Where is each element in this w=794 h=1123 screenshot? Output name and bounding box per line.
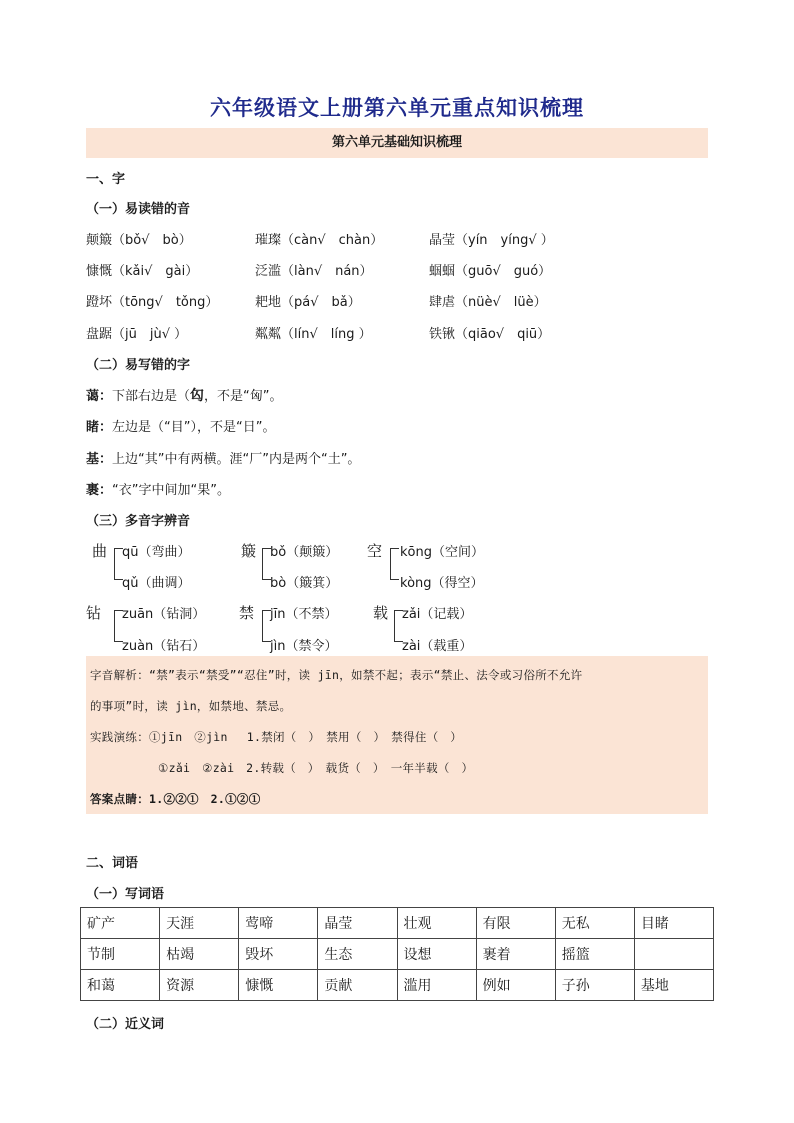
poly-char: 簸: [241, 542, 257, 560]
poly-reading: qǔ（曲调）: [122, 576, 191, 591]
writing-item: [86, 385, 283, 405]
writing-item: [86, 448, 360, 467]
writing-item: [86, 416, 275, 435]
explanation-text: 的事项”时，读 jìn，如禁地、禁忌。: [90, 699, 292, 713]
heading-words: 二、词语: [86, 856, 139, 871]
poly-reading: kòng（得空）: [400, 576, 484, 591]
writing-key: 蔼：: [86, 389, 113, 404]
poly-reading: zuàn（钻石）: [122, 639, 206, 654]
subheading-write-words: （一）写词语: [86, 887, 165, 902]
table-cell: 摇篮: [555, 939, 634, 970]
writing-key: 基：: [86, 452, 113, 467]
poly-reading: zǎi（记载）: [402, 607, 473, 622]
pron-item: 盘踞（jū jù√ ）: [86, 327, 188, 342]
poly-char: 曲: [92, 542, 108, 560]
table-cell: 子孙: [555, 970, 634, 1001]
table-row: [81, 908, 714, 939]
table-cell: 和蔼: [81, 970, 160, 1001]
table-cell: 壮观: [397, 908, 476, 939]
poly-reading: bǒ（颠簸）: [270, 545, 339, 560]
table-cell: 基地: [634, 970, 713, 1001]
practice-line: 实践演练：①jīn ②jìn 1.禁闭（ ） 禁用（ ） 禁得住（ ）: [90, 730, 463, 744]
poly-char: 载: [373, 604, 389, 622]
pron-item: 慷慨（kǎi√ gài）: [86, 264, 199, 279]
poly-reading: kōng（空间）: [400, 545, 484, 560]
poly-char: 空: [367, 542, 383, 560]
poly-reading: zài（载重）: [402, 639, 473, 654]
glyph-image: 匃: [190, 388, 205, 404]
table-cell: 矿产: [81, 908, 160, 939]
section-banner: 第六单元基础知识梳理: [86, 128, 708, 158]
writing-text: ，不是“匈”。: [204, 389, 283, 404]
pron-item: 蹬坏（tōng√ tǒng）: [86, 295, 219, 310]
writing-item: [86, 479, 230, 498]
writing-key: 裹：: [86, 483, 113, 498]
writing-text: 左边是（“目”），不是“日”。: [112, 420, 276, 435]
writing-text: 上边“其”中有两横。涯“厂”内是两个“土”。: [112, 452, 361, 467]
writing-key: 睹：: [86, 420, 113, 435]
table-cell: 枯竭: [160, 939, 239, 970]
pron-item: 蝈蝈（guō√ guó）: [429, 264, 552, 279]
table-cell: 贡献: [318, 970, 397, 1001]
writing-text: 下部右边是（: [112, 389, 191, 404]
table-cell: 生态: [318, 939, 397, 970]
page-title: 六年级语文上册第六单元重点知识梳理: [210, 95, 584, 120]
poly-reading: zuān（钻洞）: [122, 607, 206, 622]
table-row: [81, 970, 714, 1001]
heading-characters: 一、字: [86, 172, 126, 187]
practice-line: ①zǎi ②zài 2.转载（ ） 载货（ ） 一年半载（ ）: [158, 761, 474, 775]
subheading-pronunciation: （一）易读错的音: [86, 202, 191, 217]
pron-item: 颠簸（bǒ√ bò）: [86, 233, 192, 248]
poly-reading: qū（弯曲）: [122, 545, 191, 560]
poly-reading: jīn（不禁）: [270, 607, 338, 622]
pron-item: 泛滥（làn√ nán）: [255, 264, 373, 279]
subheading-writing: （二）易写错的字: [86, 358, 191, 373]
pron-item: 耙地（pá√ bǎ）: [255, 295, 361, 310]
poly-reading: bò（簸箕）: [270, 576, 339, 591]
pron-item: 璀璨（càn√ chàn）: [255, 233, 384, 248]
pron-item: 铁锹（qiāo√ qiū）: [429, 327, 551, 342]
table-cell: 设想: [397, 939, 476, 970]
pron-item: 晶莹（yín yíng√ ）: [429, 233, 554, 248]
table-cell: 裹着: [476, 939, 555, 970]
table-cell: 资源: [160, 970, 239, 1001]
table-cell: 毁坏: [239, 939, 318, 970]
table-cell: 莺啼: [239, 908, 318, 939]
word-table: [80, 907, 714, 1001]
explanation-text: 字音解析：“禁”表示“禁受”“忍住”时，读 jīn，如禁不起；表示“禁止、法令或习俗所不允许: [90, 668, 583, 682]
subheading-synonyms: （二）近义词: [86, 1017, 165, 1032]
table-cell: [634, 939, 713, 970]
table-cell: 天涯: [160, 908, 239, 939]
table-cell: 有限: [476, 908, 555, 939]
table-cell: 晶莹: [318, 908, 397, 939]
poly-char: 禁: [239, 604, 255, 622]
brace-mark: [390, 548, 399, 580]
table-cell: 慷慨: [239, 970, 318, 1001]
poly-char: 钻: [86, 604, 102, 622]
table-row: [81, 939, 714, 970]
pron-item: 粼粼（lín√ líng ）: [255, 327, 372, 342]
answer-line: 答案点睛：1.②②① 2.①②①: [90, 792, 261, 806]
table-cell: 滥用: [397, 970, 476, 1001]
writing-text: “衣”字中间加“果”。: [112, 483, 230, 498]
table-cell: 节制: [81, 939, 160, 970]
subheading-polyphone: （三）多音字辨音: [86, 514, 191, 529]
pron-item: 肆虐（nüè√ lüè）: [429, 295, 547, 310]
table-cell: 无私: [555, 908, 634, 939]
table-cell: 目睹: [634, 908, 713, 939]
poly-reading: jìn（禁令）: [270, 639, 338, 654]
table-cell: 例如: [476, 970, 555, 1001]
